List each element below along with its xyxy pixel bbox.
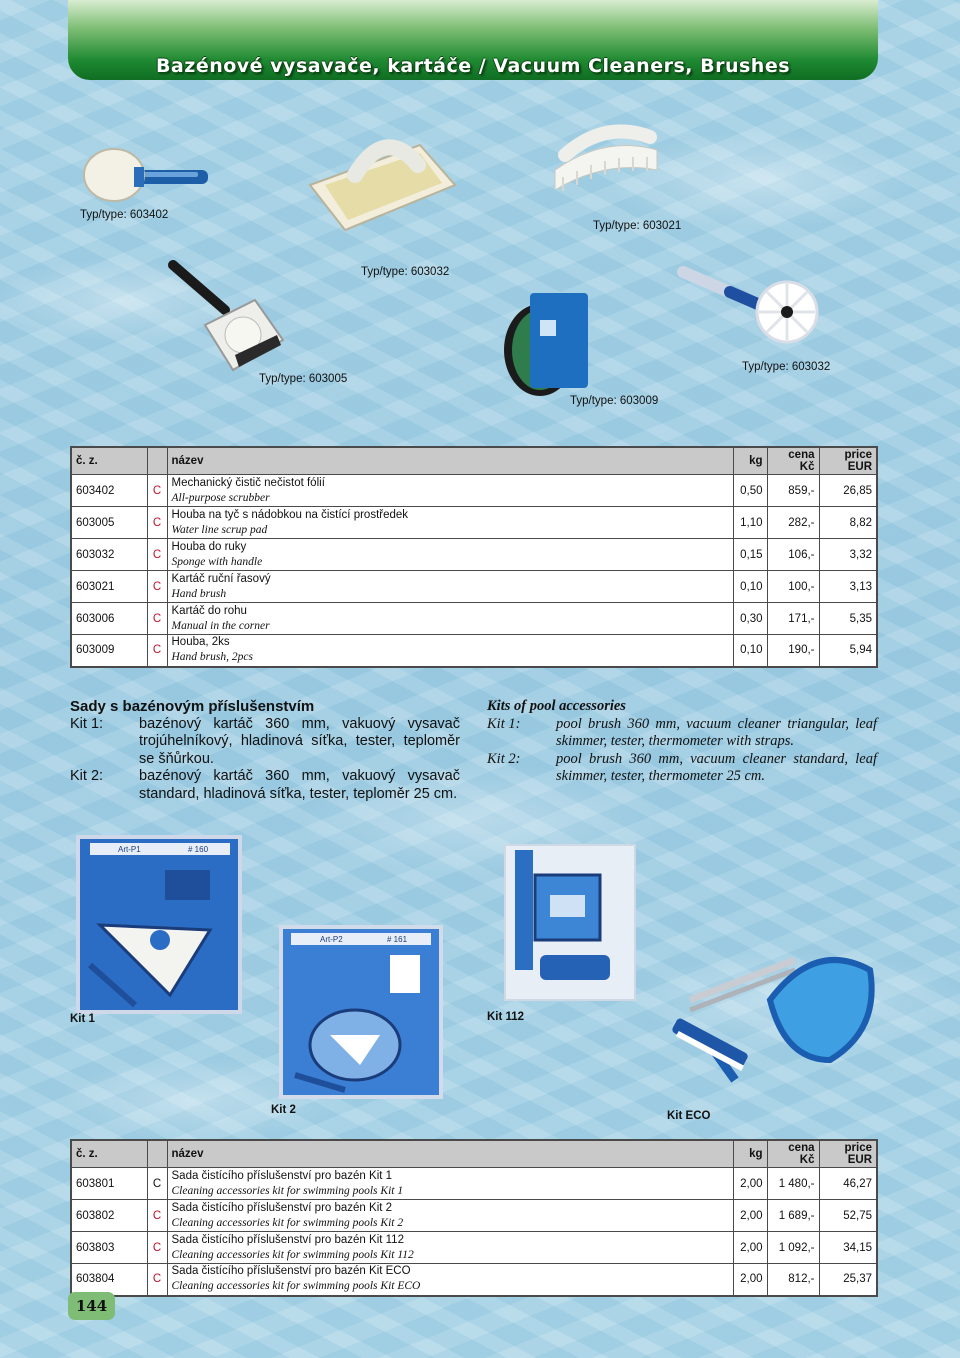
item-code: 603006 bbox=[71, 603, 147, 635]
kit2-key: Kit 2: bbox=[70, 768, 104, 784]
col-price-czk: cena Kč bbox=[767, 1140, 819, 1168]
item-mark: C bbox=[147, 1168, 167, 1200]
item-code: 603021 bbox=[71, 571, 147, 603]
table-row bbox=[71, 475, 877, 507]
item-name bbox=[167, 635, 733, 667]
kit2-description-cz bbox=[70, 768, 460, 803]
price-table-brushes bbox=[70, 446, 878, 668]
item-price-eur: 26,85 bbox=[819, 475, 877, 507]
kit2-label: Kit 2 bbox=[271, 1104, 296, 1116]
product-image-603009 bbox=[500, 285, 595, 400]
item-price-czk: 171,- bbox=[767, 603, 819, 635]
item-price-eur: 46,27 bbox=[819, 1168, 877, 1200]
item-name bbox=[167, 539, 733, 571]
item-name-cz: Sada čistícího příslušenství pro bazén Kit 112 bbox=[171, 1233, 404, 1246]
item-price-eur: 5,35 bbox=[819, 603, 877, 635]
kits-description-cz bbox=[70, 698, 460, 803]
item-name-en: Cleaning accessories kit for swimming pools Kit 112 bbox=[171, 1248, 414, 1261]
kit1-key: Kit 1: bbox=[70, 715, 104, 732]
item-code: 603802 bbox=[71, 1200, 147, 1232]
item-price-czk: 106,- bbox=[767, 539, 819, 571]
kit1-text: bazénový kartáč 360 mm, vakuový vysavač trojúhelníkový, hladinová síťka, tester, teploměr se šňůrkou. bbox=[139, 715, 460, 767]
item-mark: C bbox=[147, 1264, 167, 1296]
col-kg: kg bbox=[733, 1140, 767, 1168]
item-code: 603402 bbox=[71, 475, 147, 507]
item-name-en: All-purpose scrubber bbox=[171, 491, 270, 504]
item-price-eur: 3,13 bbox=[819, 571, 877, 603]
item-price-eur: 8,82 bbox=[819, 507, 877, 539]
col-code: č. z. bbox=[71, 1140, 147, 1168]
item-price-czk: 859,- bbox=[767, 475, 819, 507]
item-kg: 1,10 bbox=[733, 507, 767, 539]
item-name-cz: Sada čistícího příslušenství pro bazén Kit 2 bbox=[171, 1201, 393, 1214]
table-row bbox=[71, 1264, 877, 1296]
kits-heading-en: Kits of pool accessories bbox=[487, 698, 626, 714]
kit112-label: Kit 112 bbox=[487, 1011, 525, 1023]
type-label-603009: Typ/type: 603009 bbox=[570, 395, 659, 407]
item-price-czk: 190,- bbox=[767, 635, 819, 667]
item-name-cz: Kartáč ruční řasový bbox=[171, 572, 271, 585]
page-number: 144 bbox=[68, 1292, 115, 1320]
item-kg: 0,15 bbox=[733, 539, 767, 571]
item-name-en: Manual in the corner bbox=[171, 619, 270, 632]
item-name-en: Cleaning accessories kit for swimming pools Kit ECO bbox=[171, 1280, 421, 1293]
product-image-603032b bbox=[675, 260, 825, 350]
price-table-kits bbox=[70, 1139, 878, 1297]
item-kg: 0,10 bbox=[733, 635, 767, 667]
item-mark: C bbox=[147, 571, 167, 603]
table-header-row bbox=[71, 1140, 877, 1168]
kit1-text: pool brush 360 mm, vacuum cleaner triangular, leaf skimmer, tester, thermometer with straps. bbox=[556, 715, 877, 749]
table-row bbox=[71, 603, 877, 635]
col-code: č. z. bbox=[71, 447, 147, 475]
kit1-description-cz bbox=[70, 716, 460, 769]
item-name-cz: Mechanický čistič nečistot fólií bbox=[171, 476, 325, 489]
item-price-czk: 100,- bbox=[767, 571, 819, 603]
item-code: 603005 bbox=[71, 507, 147, 539]
col-price-czk: cena Kč bbox=[767, 447, 819, 475]
item-code: 603009 bbox=[71, 635, 147, 667]
item-kg: 2,00 bbox=[733, 1200, 767, 1232]
kiteco-image bbox=[665, 940, 880, 1100]
item-code: 603803 bbox=[71, 1232, 147, 1264]
item-name bbox=[167, 603, 733, 635]
kit2-description-en bbox=[487, 751, 877, 786]
product-image-603032a bbox=[300, 125, 460, 245]
table-row bbox=[71, 571, 877, 603]
item-price-czk: 1 480,- bbox=[767, 1168, 819, 1200]
item-kg: 2,00 bbox=[733, 1264, 767, 1296]
kits-heading-cz: Sady s bazénovým příslušenstvím bbox=[70, 698, 315, 715]
type-label-603032-pad: Typ/type: 603032 bbox=[361, 266, 450, 278]
kit1-description-en bbox=[487, 716, 877, 751]
table-row bbox=[71, 539, 877, 571]
product-image-603402 bbox=[80, 140, 215, 210]
col-mark bbox=[147, 447, 167, 475]
item-price-czk: 812,- bbox=[767, 1264, 819, 1296]
header-banner bbox=[68, 0, 878, 80]
col-name: název bbox=[167, 447, 733, 475]
col-kg: kg bbox=[733, 447, 767, 475]
item-name-en: Sponge with handle bbox=[171, 555, 263, 568]
item-price-czk: 282,- bbox=[767, 507, 819, 539]
item-price-eur: 25,37 bbox=[819, 1264, 877, 1296]
table-row bbox=[71, 1168, 877, 1200]
type-label-603032-brush: Typ/type: 603032 bbox=[742, 361, 831, 373]
item-kg: 2,00 bbox=[733, 1168, 767, 1200]
item-name-en: Hand brush, 2pcs bbox=[171, 651, 253, 664]
table-row bbox=[71, 1232, 877, 1264]
kiteco-label: Kit ECO bbox=[667, 1110, 711, 1122]
table-row bbox=[71, 635, 877, 667]
item-kg: 0,30 bbox=[733, 603, 767, 635]
item-name bbox=[167, 571, 733, 603]
col-mark bbox=[147, 1140, 167, 1168]
item-code: 603801 bbox=[71, 1168, 147, 1200]
kit2-text: bazénový kartáč 360 mm, vakuový vysavač standard, hladinová síťka, tester, teploměr 25 cm. bbox=[139, 768, 460, 802]
col-price-eur: price EUR bbox=[819, 447, 877, 475]
item-code: 603804 bbox=[71, 1264, 147, 1296]
kit1-label: Kit 1 bbox=[70, 1013, 95, 1025]
item-name bbox=[167, 475, 733, 507]
product-image-603021 bbox=[545, 115, 665, 200]
table-header-row bbox=[71, 447, 877, 475]
item-price-czk: 1 689,- bbox=[767, 1200, 819, 1232]
kit112-package-image bbox=[495, 840, 640, 1005]
item-mark: C bbox=[147, 603, 167, 635]
item-name-en: Cleaning accessories kit for swimming pools Kit 2 bbox=[171, 1216, 404, 1229]
item-name-cz: Kartáč do rohu bbox=[171, 604, 247, 617]
item-price-eur: 5,94 bbox=[819, 635, 877, 667]
item-name-cz: Sada čistícího příslušenství pro bazén Kit ECO bbox=[171, 1265, 411, 1278]
item-mark: C bbox=[147, 539, 167, 571]
kit1-key: Kit 1: bbox=[487, 715, 521, 732]
item-price-eur: 34,15 bbox=[819, 1232, 877, 1264]
kit1-package-label-right: # 160 bbox=[188, 845, 209, 854]
item-name-cz: Houba do ruky bbox=[171, 540, 247, 553]
item-kg: 0,50 bbox=[733, 475, 767, 507]
item-name bbox=[167, 1232, 733, 1264]
item-price-czk: 1 092,- bbox=[767, 1232, 819, 1264]
kit2-package-label-right: # 161 bbox=[387, 935, 408, 944]
item-kg: 2,00 bbox=[733, 1232, 767, 1264]
item-code: 603032 bbox=[71, 539, 147, 571]
item-name-en: Cleaning accessories kit for swimming pools Kit 1 bbox=[171, 1184, 404, 1197]
item-mark: C bbox=[147, 507, 167, 539]
item-name bbox=[167, 1168, 733, 1200]
item-name bbox=[167, 1200, 733, 1232]
kit1-package-image bbox=[70, 835, 245, 1015]
item-kg: 0,10 bbox=[733, 571, 767, 603]
kit2-key: Kit 2: bbox=[487, 750, 521, 767]
item-name bbox=[167, 507, 733, 539]
kit2-text: pool brush 360 mm, vacuum cleaner standard, leaf skimmer, tester, thermometer 25 cm. bbox=[556, 750, 877, 784]
table-row bbox=[71, 507, 877, 539]
table-row bbox=[71, 1200, 877, 1232]
type-label-603021: Typ/type: 603021 bbox=[593, 220, 682, 232]
product-image-603005 bbox=[165, 255, 290, 380]
type-label-603005: Typ/type: 603005 bbox=[259, 373, 348, 385]
item-price-eur: 52,75 bbox=[819, 1200, 877, 1232]
item-name-en: Hand brush bbox=[171, 587, 227, 600]
col-price-eur: price EUR bbox=[819, 1140, 877, 1168]
item-mark: C bbox=[147, 475, 167, 507]
kits-description-en bbox=[487, 698, 877, 786]
col-name: název bbox=[167, 1140, 733, 1168]
item-name bbox=[167, 1264, 733, 1296]
type-label-603402: Typ/type: 603402 bbox=[80, 209, 169, 221]
item-name-en: Water line scrup pad bbox=[171, 523, 268, 536]
item-name-cz: Houba na tyč s nádobkou na čistící prostředek bbox=[171, 508, 409, 521]
kit1-package-label-left: Art-P1 bbox=[118, 845, 141, 854]
item-mark: C bbox=[147, 1200, 167, 1232]
item-name-cz: Houba, 2ks bbox=[171, 636, 230, 649]
item-mark: C bbox=[147, 635, 167, 667]
kit2-package-label-left: Art-P2 bbox=[320, 935, 343, 944]
item-mark: C bbox=[147, 1232, 167, 1264]
kit2-package-image bbox=[275, 925, 445, 1100]
page-title: Bazénové vysavače, kartáče / Vacuum Cleaners, Brushes bbox=[155, 55, 791, 77]
item-price-eur: 3,32 bbox=[819, 539, 877, 571]
item-name-cz: Sada čistícího příslušenství pro bazén Kit 1 bbox=[171, 1169, 393, 1182]
